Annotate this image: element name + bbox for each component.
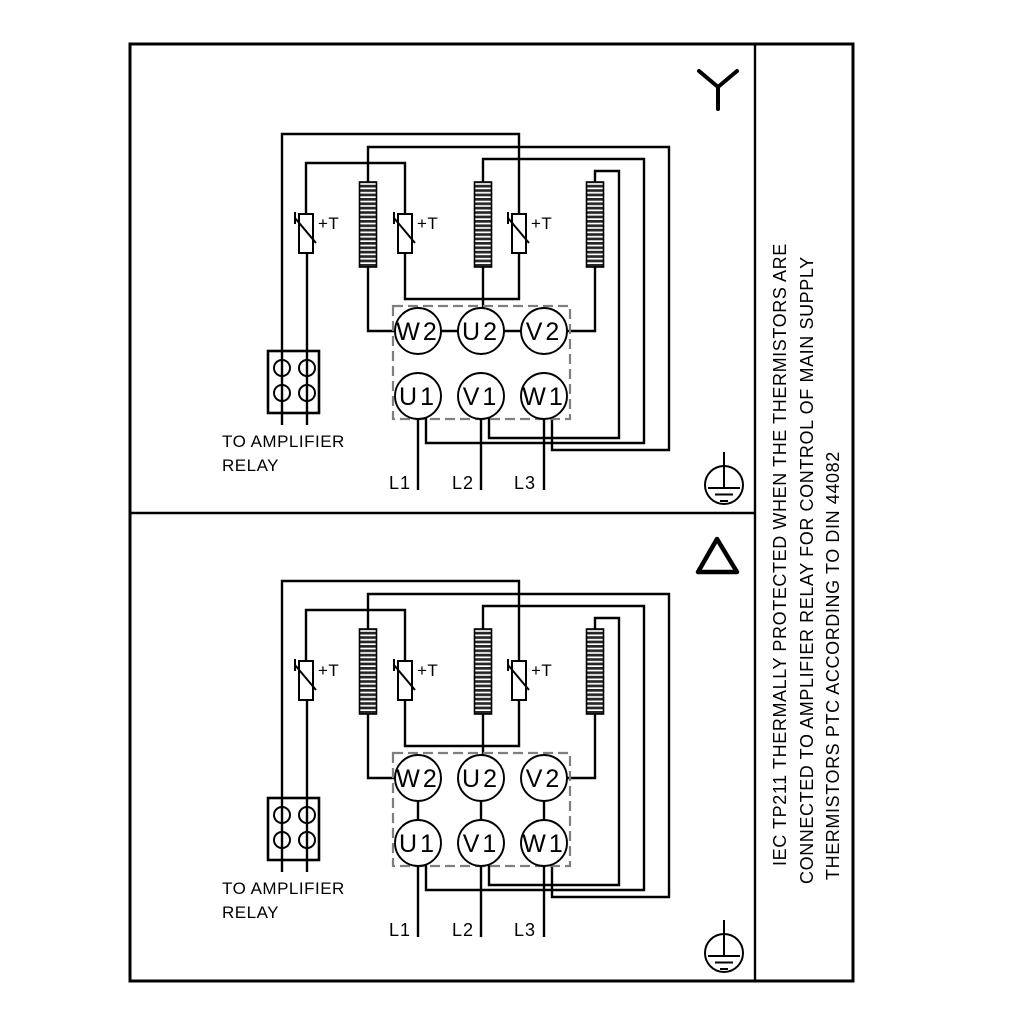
terminal-label-W1: W1 xyxy=(522,830,566,858)
supply-label-L3: L3 xyxy=(513,473,536,493)
delta-connection-icon xyxy=(698,539,737,572)
thermistor-label: +T xyxy=(417,661,439,680)
supply-label-L2: L2 xyxy=(451,473,474,493)
side-note-line1: IEC TP211 THERMALLY PROTECTED WHEN THE THERMISTORS ARE xyxy=(770,243,790,866)
ground-symbol-delta xyxy=(705,920,743,972)
side-note-line3: THERMISTORS PTC ACCORDING TO DIN 44082 xyxy=(823,451,843,880)
relay-note-line2: RELAY xyxy=(222,903,279,922)
terminal-label-V2: V2 xyxy=(525,765,563,793)
supply-label-L3: L3 xyxy=(513,920,536,940)
relay-note-line2: RELAY xyxy=(222,456,279,475)
terminal-label-W2: W2 xyxy=(396,765,440,793)
terminal-label-U1: U1 xyxy=(399,830,437,858)
supply-label-L1: L1 xyxy=(388,473,411,493)
terminal-label-V1: V1 xyxy=(462,383,500,411)
supply-label-L2: L2 xyxy=(451,920,474,940)
terminal-label-V2: V2 xyxy=(525,318,563,346)
terminal-label-W2: W2 xyxy=(396,318,440,346)
terminal-label-V1: V1 xyxy=(462,830,500,858)
relay-note-line1: TO AMPLIFIER xyxy=(222,879,345,898)
side-note xyxy=(770,243,843,884)
ground-symbol-star xyxy=(705,452,743,504)
star-connection-icon xyxy=(699,71,737,109)
delta-panel xyxy=(222,539,743,972)
star-panel xyxy=(222,71,743,504)
supply-label-L1: L1 xyxy=(388,920,411,940)
terminal-label-U1: U1 xyxy=(399,383,437,411)
thermistor-label: +T xyxy=(318,661,340,680)
relay-note-line1: TO AMPLIFIER xyxy=(222,432,345,451)
side-note-line2: CONNECTED TO AMPLIFIER RELAY FOR CONTROL OF MAIN SUPPLY xyxy=(797,256,817,884)
terminal-label-W1: W1 xyxy=(522,383,566,411)
terminal-label-U2: U2 xyxy=(462,318,500,346)
terminal-label-U2: U2 xyxy=(462,765,500,793)
thermistor-label: +T xyxy=(531,661,553,680)
thermistor-label: +T xyxy=(417,214,439,233)
thermistor-label: +T xyxy=(531,214,553,233)
thermistor-label: +T xyxy=(318,214,340,233)
